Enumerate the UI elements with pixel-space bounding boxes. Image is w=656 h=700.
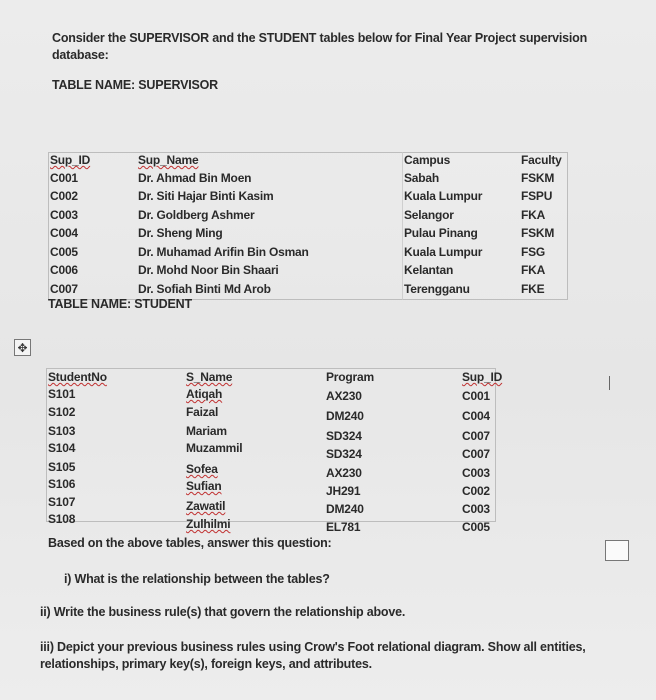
sup-id: C001 <box>50 171 78 185</box>
sup-header-faculty: Faculty <box>521 153 562 167</box>
student-table <box>46 368 496 522</box>
stu-sup: C005 <box>462 520 490 534</box>
sup-campus: Pulau Pinang <box>404 226 478 240</box>
sup-faculty: FSKM <box>521 171 555 185</box>
stu-id: S105 <box>48 460 76 474</box>
sup-name: Dr. Sheng Ming <box>138 226 223 240</box>
stu-sup: C003 <box>462 502 490 516</box>
supervisor-table-name: TABLE NAME: SUPERVISOR <box>52 78 218 92</box>
sup-name: Dr. Muhamad Arifin Bin Osman <box>138 245 309 259</box>
sup-campus: Terengganu <box>404 282 470 296</box>
stu-program: SD324 <box>326 447 362 461</box>
stu-name: Faizal <box>186 405 219 419</box>
student-table-name: TABLE NAME: STUDENT <box>48 297 192 311</box>
stu-id: S103 <box>48 424 76 438</box>
stu-sup: C002 <box>462 484 490 498</box>
sup-id: C007 <box>50 282 78 296</box>
sup-name: Dr. Sofiah Binti Md Arob <box>138 282 271 296</box>
sup-faculty: FSPU <box>521 189 553 203</box>
stu-sup: C007 <box>462 429 490 443</box>
stu-name: Sufian <box>186 479 222 493</box>
stu-program: DM240 <box>326 502 364 516</box>
sup-campus: Selangor <box>404 208 454 222</box>
stu-name: Zawatil <box>186 499 226 513</box>
stu-name: Atiqah <box>186 387 223 401</box>
stu-header-program: Program <box>326 370 374 384</box>
sup-id: C003 <box>50 208 78 222</box>
sup-campus: Kuala Lumpur <box>404 189 483 203</box>
stu-sup: C004 <box>462 409 490 423</box>
stu-header-name: S_Name <box>186 370 233 384</box>
stu-program: AX230 <box>326 389 362 403</box>
stu-sup: C001 <box>462 389 490 403</box>
stu-id: S107 <box>48 495 76 509</box>
stu-header-sup: Sup_ID <box>462 370 503 384</box>
stu-name: Sofea <box>186 462 218 476</box>
sup-id: C004 <box>50 226 78 240</box>
sup-faculty: FSKM <box>521 226 555 240</box>
sup-campus: Kuala Lumpur <box>404 245 483 259</box>
stu-name: Zulhilmi <box>186 517 231 531</box>
stu-program: SD324 <box>326 429 362 443</box>
sup-faculty: FSG <box>521 245 546 259</box>
sup-faculty: FKE <box>521 282 545 296</box>
stu-sup: C003 <box>462 466 490 480</box>
sup-faculty: FKA <box>521 208 546 222</box>
question-2: ii) Write the business rule(s) that govern the relationship above. <box>40 605 406 619</box>
stu-id: S102 <box>48 405 76 419</box>
sup-campus: Sabah <box>404 171 440 185</box>
stu-program: DM240 <box>326 409 364 423</box>
stu-name: Muzammil <box>186 441 243 455</box>
stu-id: S104 <box>48 441 76 455</box>
sup-header-name: Sup_Name <box>138 153 199 167</box>
sup-id: C002 <box>50 189 78 203</box>
intro-text: Consider the SUPERVISOR and the STUDENT tables below for Final Year Project supervision database: <box>52 31 588 62</box>
stu-header-id: StudentNo <box>48 370 107 384</box>
sup-header-id: Sup_ID <box>50 153 91 167</box>
stu-id: S101 <box>48 387 76 401</box>
question-1: i) What is the relationship between the tables? <box>64 572 330 586</box>
sup-name: Dr. Goldberg Ashmer <box>138 208 255 222</box>
stu-name: Mariam <box>186 424 227 438</box>
text-cursor <box>609 376 610 390</box>
move-handle-icon[interactable]: ✥ <box>14 339 31 356</box>
sup-id: C005 <box>50 245 78 259</box>
sup-header-campus: Campus <box>404 153 451 167</box>
sup-faculty: FKA <box>521 263 546 277</box>
sup-id: C006 <box>50 263 78 277</box>
stu-id: S106 <box>48 477 76 491</box>
sup-name: Dr. Ahmad Bin Moen <box>138 171 252 185</box>
questions-lead: Based on the above tables, answer this question: <box>48 536 332 550</box>
stu-program: JH291 <box>326 484 361 498</box>
stu-id: S108 <box>48 512 76 526</box>
stu-program: EL781 <box>326 520 361 534</box>
checkbox-icon[interactable] <box>605 540 629 561</box>
sup-campus: Kelantan <box>404 263 454 277</box>
sup-name: Dr. Mohd Noor Bin Shaari <box>138 263 279 277</box>
sup-name: Dr. Siti Hajar Binti Kasim <box>138 189 274 203</box>
stu-program: AX230 <box>326 466 362 480</box>
question-3: iii) Depict your previous business rules using Crow's Foot relational diagram. Show all entities, relationships, primary key(s), foreign keys, and attributes. <box>40 640 586 671</box>
stu-sup: C007 <box>462 447 490 461</box>
